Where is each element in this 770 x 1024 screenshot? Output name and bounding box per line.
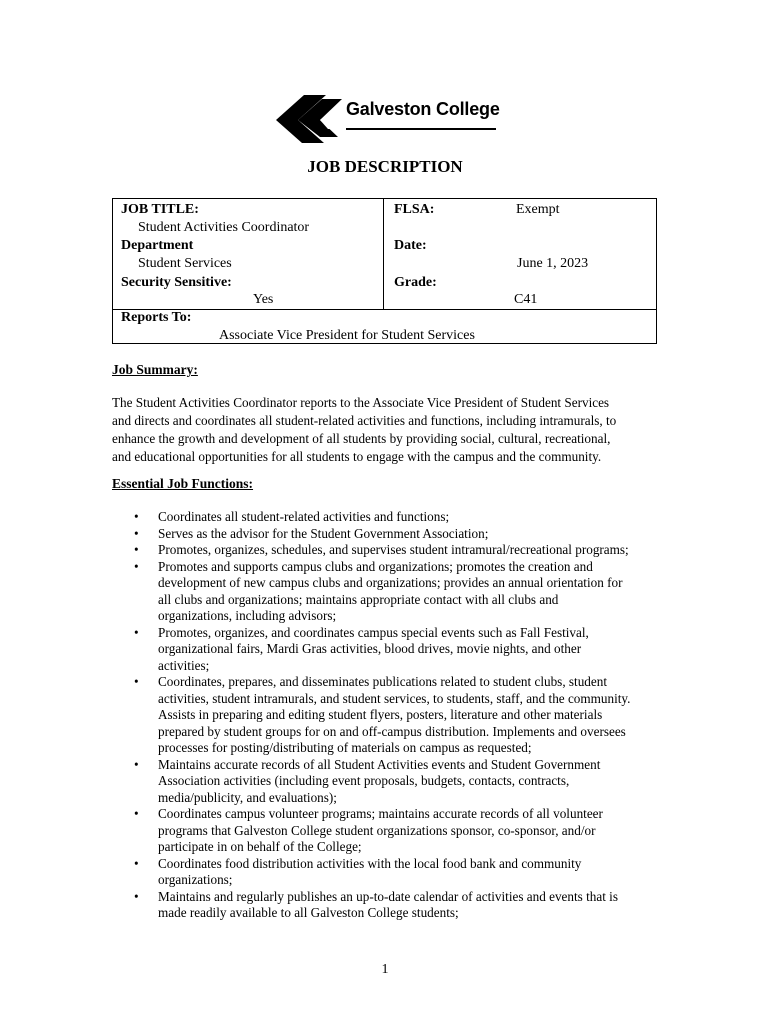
- list-item-line: Assists in preparing and editing student flyers, posters, literature and other materials: [158, 707, 603, 722]
- grade-label: Grade:: [394, 275, 437, 290]
- list-item: [112, 509, 672, 526]
- list-item-line: • Maintains accurate records of all Student Activities events and Student Government: [158, 756, 601, 772]
- list-item-line: • Promotes, organizes, and coordinates campus special events such as Fall Festival,: [158, 624, 589, 640]
- list-item-line: • Maintains and regularly publishes an up-to-date calendar of activities and events that is: [158, 888, 618, 904]
- list-item-line: processes for posting/distributing of materials on campus as requested;: [158, 740, 532, 755]
- job-title-value: Student Activities Coordinator: [138, 220, 310, 235]
- list-item: [112, 674, 672, 757]
- department-label: Department: [121, 238, 194, 253]
- job-info-table: [112, 198, 657, 344]
- summary-line: The Student Activities Coordinator reports to the Associate Vice President of Student Services: [112, 395, 610, 410]
- summary-line: enhance the growth and development of all students by providing social, cultural, recreational,: [112, 431, 611, 446]
- reports-to-value: Associate Vice President for Student Services: [219, 328, 475, 343]
- galveston-college-logo: [276, 93, 500, 143]
- document-title: JOB DESCRIPTION: [307, 157, 463, 176]
- security-sensitive-label: Security Sensitive:: [121, 275, 232, 290]
- list-item-line: • Promotes, organizes, schedules, and supervises student intramural/recreational programs;: [158, 542, 629, 557]
- list-item-line: • Coordinates, prepares, and disseminates publications related to student clubs, student: [158, 674, 608, 689]
- job-summary-heading: Job Summary:: [112, 362, 198, 377]
- list-item-line: Association activities (including event proposals, budgets, contacts, contracts,: [158, 773, 570, 788]
- job-title-label: JOB TITLE:: [121, 202, 199, 217]
- list-item-line: made readily available to all Galveston College students;: [158, 905, 459, 920]
- page-number: 1: [381, 962, 389, 977]
- list-item: [112, 542, 672, 559]
- list-item-line: all clubs and organizations; maintains appropriate contact with all clubs and: [158, 591, 559, 607]
- list-item: [112, 526, 672, 543]
- summary-line: and directs and coordinates all student-related activities and functions, including intramurals, to: [112, 413, 617, 428]
- list-item-line: activities, student intramurals, and student services, to students, staff, and the community.: [158, 690, 631, 706]
- date-value: June 1, 2023: [517, 256, 589, 271]
- list-item-line: organizational fairs, Mardi Gras activities, blood drives, movie nights, and other: [158, 641, 582, 656]
- list-item-line: activities;: [158, 657, 210, 673]
- list-item-line: • Promotes and supports campus clubs and organizations; promotes the creation and: [158, 558, 593, 574]
- list-item-line: • Coordinates food distribution activities with the local food bank and community: [158, 855, 582, 871]
- list-item-line: • Serves as the advisor for the Student Government Association;: [158, 525, 489, 541]
- logo-underline: [346, 128, 496, 130]
- list-item-line: organizations;: [158, 872, 233, 887]
- summary-line: and educational opportunities for all students to engage with the campus and the community.: [112, 449, 602, 464]
- list-item-line: • Coordinates campus volunteer programs; maintains accurate records of all volunteer: [158, 806, 603, 821]
- list-item-line: organizations, including advisors;: [158, 608, 337, 623]
- essential-functions-heading: Essential Job Functions:: [112, 476, 254, 491]
- list-item-line: • Coordinates all student-related activities and functions;: [158, 509, 450, 524]
- job-summary-paragraph: [112, 394, 672, 466]
- logo-text: Galveston College: [346, 99, 500, 119]
- date-label: Date:: [394, 238, 427, 253]
- list-item: [112, 889, 672, 922]
- list-item: [112, 806, 672, 856]
- reports-to-label: Reports To:: [121, 310, 192, 325]
- list-item-line: prepared by student groups for on and off-campus distribution. Implements and oversees: [158, 723, 626, 739]
- list-item-line: participate in on behalf of the College;: [158, 839, 362, 854]
- list-item-line: media/publicity, and evaluations);: [158, 789, 337, 805]
- department-value: Student Services: [138, 256, 232, 271]
- flsa-value: Exempt: [516, 202, 560, 217]
- table-divider-horizontal: [113, 309, 656, 310]
- chevron-logo-icon: [276, 93, 348, 143]
- list-item: [112, 856, 672, 889]
- list-item-line: programs that Galveston College student organizations sponsor, co-sponsor, and/or: [158, 822, 596, 838]
- essential-functions-list: [112, 509, 672, 922]
- list-item-line: development of new campus clubs and organizations; provides an annual orientation for: [158, 575, 623, 590]
- list-item: [112, 559, 672, 625]
- grade-value: C41: [514, 292, 538, 307]
- security-sensitive-value: Yes: [253, 292, 274, 307]
- list-item: [112, 757, 672, 807]
- flsa-label: FLSA:: [394, 202, 435, 217]
- table-divider-vertical: [383, 199, 384, 309]
- list-item: [112, 625, 672, 675]
